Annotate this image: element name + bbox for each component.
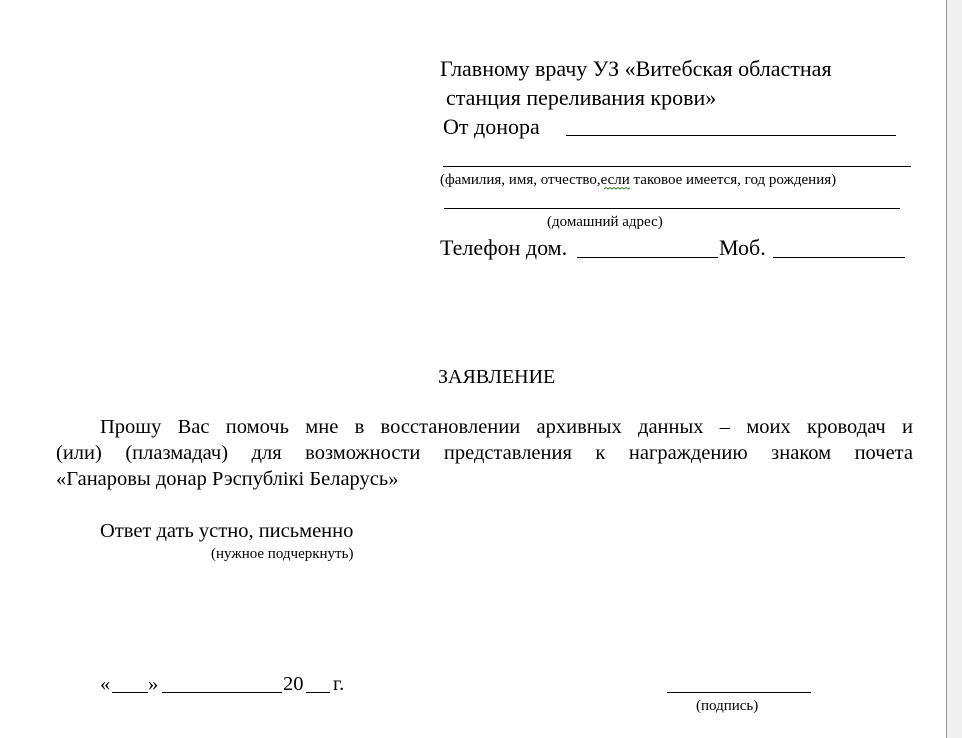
phone-home-line[interactable] — [577, 257, 718, 258]
date-day-line[interactable] — [112, 692, 148, 693]
signature-line[interactable] — [667, 692, 811, 693]
phone-mobile-label: Моб. — [719, 235, 766, 260]
addressee-line-1: Главному врачу УЗ «Витебская областная — [440, 56, 832, 81]
date-open-quote: « — [100, 673, 111, 695]
page-edge-shadow — [946, 0, 962, 738]
address-hint: (домашний адрес) — [547, 214, 663, 230]
date-year-line[interactable] — [306, 692, 330, 693]
answer-label: Ответ дать устно, письменно — [100, 520, 354, 542]
addressee-line-2: станция переливания крови» — [446, 85, 717, 110]
date-year-prefix: 20 — [283, 673, 304, 695]
body-line-3: «Ганаровы донар Рэспублікі Беларусь» — [56, 468, 399, 490]
home-address-line[interactable] — [444, 208, 900, 209]
phone-home-label: Телефон дом. — [440, 235, 568, 260]
answer-hint: (нужное подчеркнуть) — [211, 546, 354, 562]
body-line-2: (или) (плазмадач) для возможности представления к награждению знаком почета — [56, 442, 913, 464]
signature-hint: (подпись) — [696, 698, 759, 714]
spellcheck-underline — [604, 187, 630, 190]
from-donor-label: От донора — [443, 114, 540, 139]
body-line-1: Прошу Вас помочь мне в восстановлении архивных данных – моих кроводач и — [100, 416, 913, 438]
date-month-line[interactable] — [162, 692, 282, 693]
name-hint: (фамилия, имя, отчество,если таковое имеется, год рождения) — [440, 172, 837, 188]
donor-name-line[interactable] — [566, 135, 896, 136]
date-year-suffix: г. — [333, 673, 345, 695]
phone-mobile-line[interactable] — [773, 257, 905, 258]
document-title: ЗАЯВЛЕНИЕ — [438, 366, 556, 388]
date-close-quote: » — [148, 673, 159, 695]
donor-details-line[interactable] — [443, 166, 911, 167]
